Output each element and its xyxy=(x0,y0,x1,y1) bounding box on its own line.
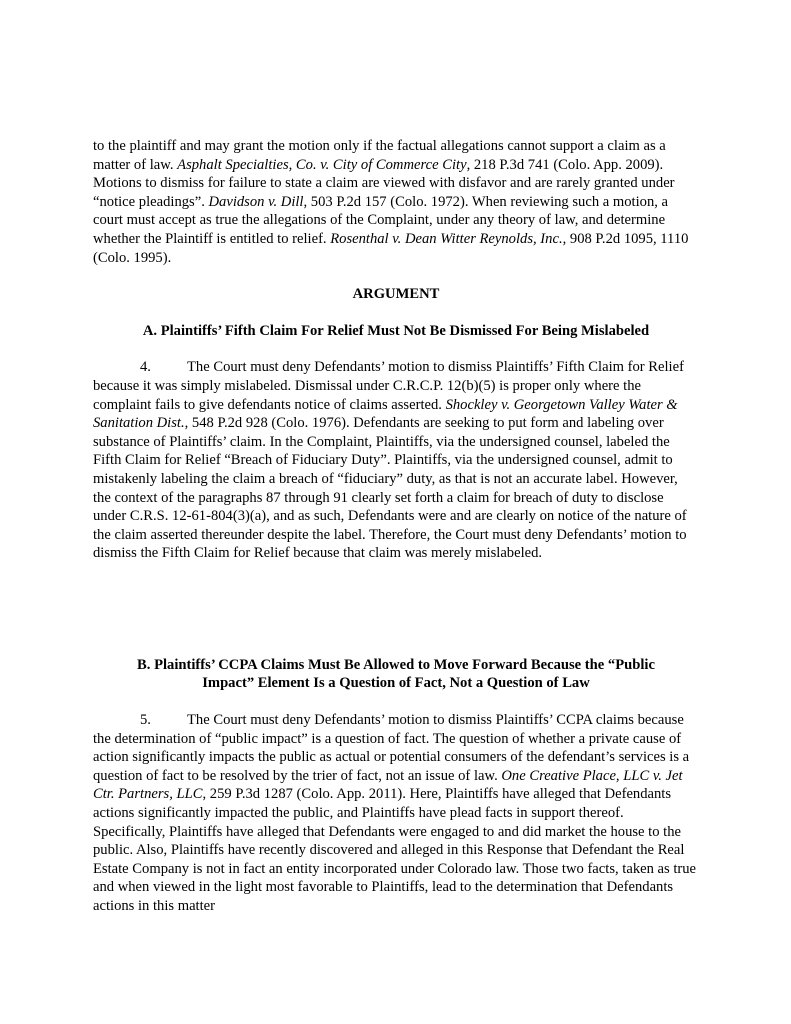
section-b-heading xyxy=(93,656,699,693)
intro-text-4: , 908 P.2d 1095, 1110 (Colo. 1995). xyxy=(93,230,689,266)
paragraph-4 xyxy=(93,358,699,563)
paragraph-number: 5. xyxy=(140,712,151,729)
section-b-heading-line-1: B. Plaintiffs’ CCPA Claims Must Be Allowed to Move Forward Because the “Public xyxy=(137,656,655,673)
case-citation: Asphalt Specialties, Co. v. City of Commerce City xyxy=(177,156,467,173)
case-citation: Shockley v. Georgetown Valley Water & Sanitation Dist. xyxy=(93,396,678,432)
case-citation: Davidson v. Dill xyxy=(208,193,304,210)
paragraph-5 xyxy=(93,711,699,916)
paragraph-5-text-1: The Court must deny Defendants’ motion to dismiss Plaintiffs’ CCPA claims because the determination of “public impact” is a question of fact. The question of whether a private cause of action significantly impacts the public as actual or potential consumers of the defendant’s services is a question of fact to be resolved by the trier of fact, not an issue of law. xyxy=(93,712,690,784)
intro-text-3: , 503 P.2d 157 (Colo. 1972). When reviewing such a motion, a court must accept as true the allegations of the Complaint, under any theory of law, and determine whether the Plaintiff is entitled to relief. xyxy=(93,193,669,247)
document-page xyxy=(93,137,699,916)
paragraph-number: 4. xyxy=(140,359,151,376)
paragraph-4-text-2: , 548 P.2d 928 (Colo. 1976). Defendants are seeking to put form and labeling over substance of Plaintiffs’ claim. In the Complaint, Plaintiffs, via the undersigned counsel, labeled the Fifth Claim for Relief “Breach of Fiduciary Duty”. Plaintiffs, via the undersigned counsel, admit to mistakenly labeling the claim a breach of “fiduciary” duty, as that is not an accurate label. However, the context of the paragraphs 87 through 91 clearly set forth a claim for breach of duty to disclose under C.R.S. 12-61-804(3)(a), and as such, Defendants were and are clearly on notice of the nature of the claim asserted thereunder despite the label. Therefore, the Court must deny Defendants’ motion to dismiss the Fifth Claim for Relief because that claim was merely mislabeled. xyxy=(93,415,687,562)
section-a-heading: A. Plaintiffs’ Fifth Claim For Relief Must Not Be Dismissed For Being Mislabeled xyxy=(142,322,650,339)
case-citation: Rosenthal v. Dean Witter Reynolds, Inc. xyxy=(330,230,563,247)
section-b-heading-line-2: Impact” Element Is a Question of Fact, Not a Question of Law xyxy=(202,675,590,692)
intro-paragraph xyxy=(93,137,699,267)
intro-text-1: to the plaintiff and may grant the motion only if the factual allegations cannot support a claim as a matter of law. xyxy=(93,138,666,173)
paragraph-4-text-1: The Court must deny Defendants’ motion to dismiss Plaintiffs’ Fifth Claim for Relief because it was simply mislabeled. Dismissal under C.R.C.P. 12(b)(5) is proper only where the complaint fails to give defendants notice of claims asserted. xyxy=(93,359,684,413)
intro-text-2: , 218 P.3d 741 (Colo. App. 2009). Motions to dismiss for failure to state a claim are viewed with disfavor and are rarely granted under “notice pleadings”. xyxy=(93,156,675,210)
argument-heading: ARGUMENT xyxy=(352,286,440,303)
case-citation: One Creative Place, LLC v. Jet Ctr. Partners, LLC xyxy=(93,767,683,803)
paragraph-5-text-2: , 259 P.3d 1287 (Colo. App. 2011). Here, Plaintiffs have alleged that Defendants actions significantly impacted the public, and Plaintiffs have plead facts in support thereof. Specifically, Plaintiffs have alleged that Defendants were engaged to and did market the house to the public. Also, Plaintiffs have recently discovered and alleged in this Response that Defendant the Real Estate Company is not in fact an entity incorporated under Colorado law. Those two facts, taken as true and when viewed in the light most favorable to Plaintiffs, lead to the determination that Defendants actions in this matter xyxy=(93,786,697,914)
